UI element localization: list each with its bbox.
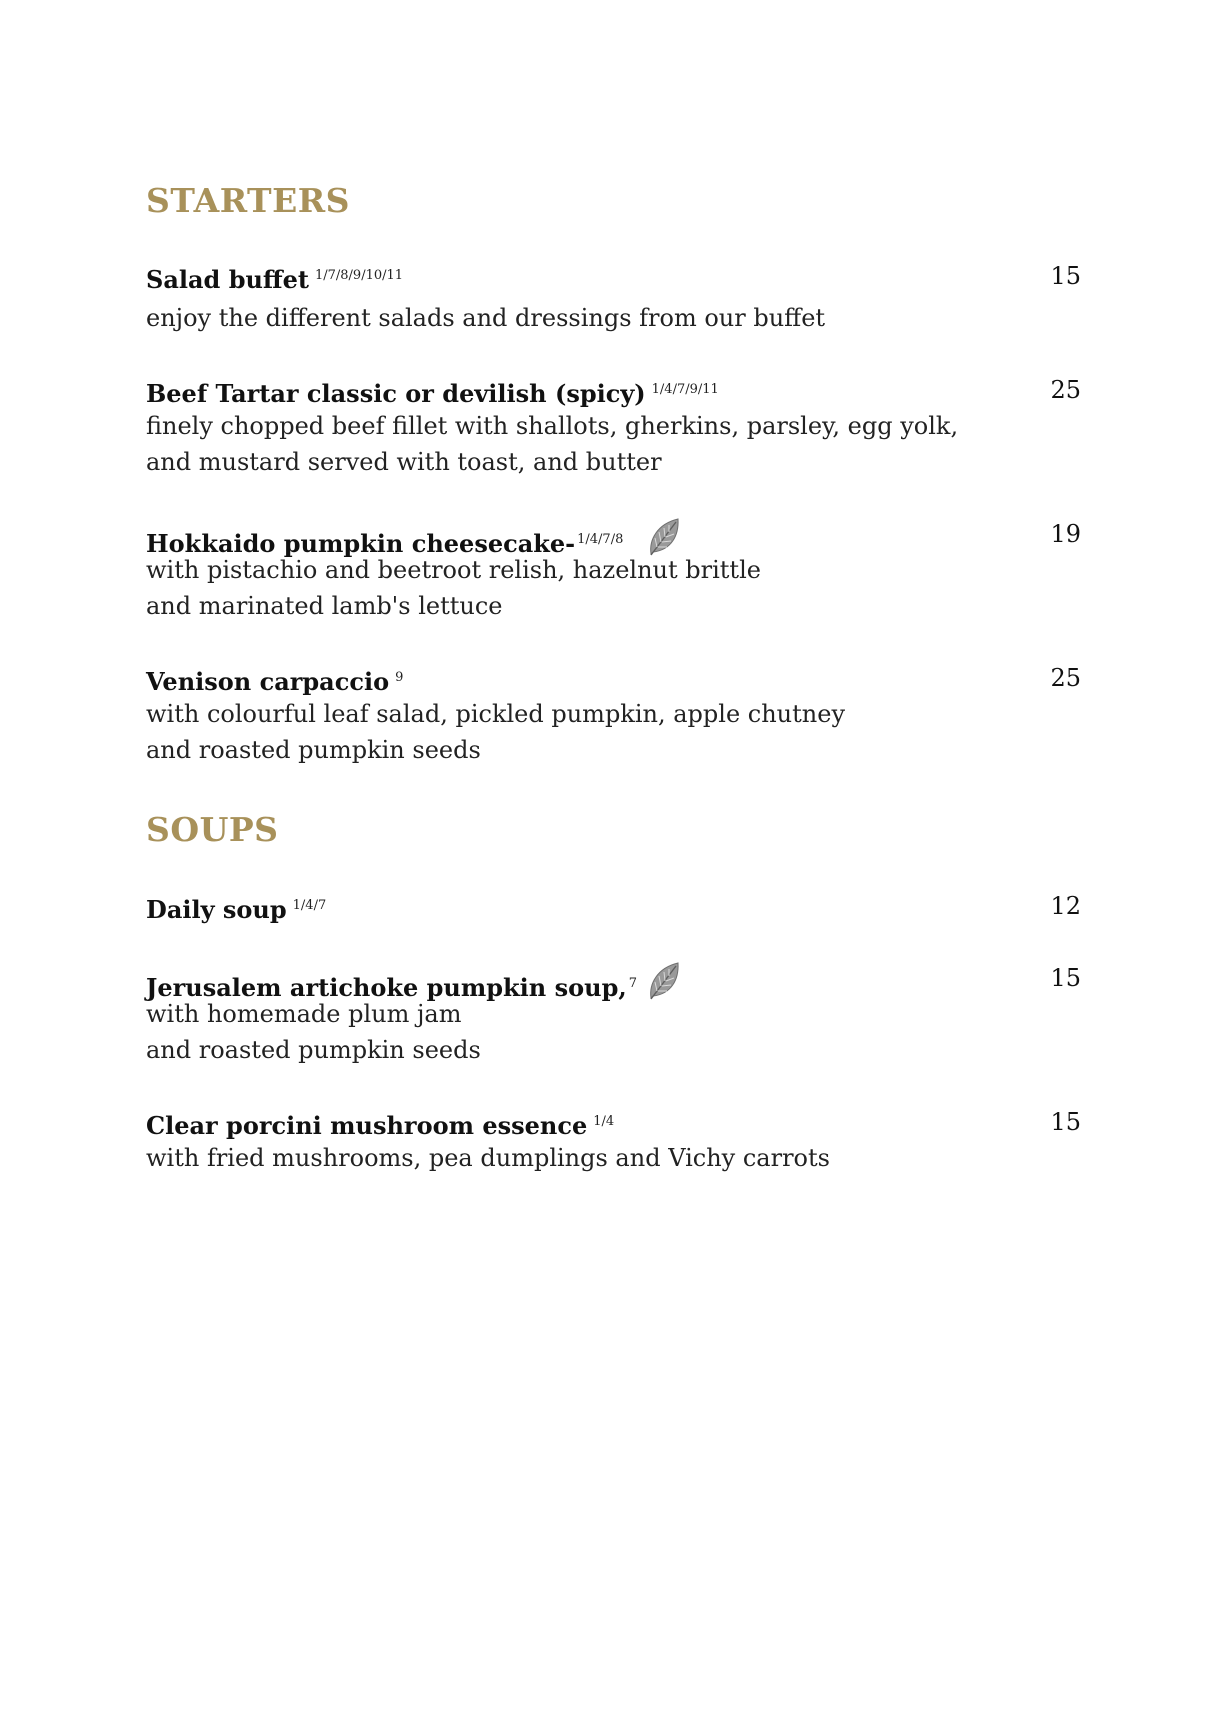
item-price: 25	[1050, 664, 1081, 692]
section-title-starters: STARTERS	[146, 181, 350, 220]
item-description: with colourful leaf salad, pickled pumpkin, apple chutney	[146, 700, 845, 728]
allergen-codes: 1/4/7	[292, 898, 327, 913]
item-name: Venison carpaccio	[146, 667, 390, 696]
allergen-codes: 1/4	[593, 1114, 615, 1129]
item-description: with homemade plum jam	[146, 1000, 462, 1028]
item-description: with fried mushrooms, pea dumplings and Vichy carrots	[146, 1144, 830, 1172]
menu-item-porcini-essence	[146, 1104, 1081, 1176]
item-price: 19	[1050, 520, 1081, 548]
item-description: enjoy the different salads and dressings from our buffet	[146, 304, 826, 332]
menu-item-salad-buffet	[146, 258, 1081, 336]
item-price: 15	[1050, 1108, 1081, 1136]
item-name: Hokkaido pumpkin cheesecake-	[146, 529, 576, 558]
item-name: Clear porcini mushroom essence	[146, 1111, 588, 1140]
allergen-codes: 9	[395, 670, 404, 685]
item-description: finely chopped beef fillet with shallots, gherkins, parsley, egg yolk,	[146, 412, 959, 440]
item-name: Daily soup	[146, 895, 287, 924]
item-name: Jerusalem artichoke pumpkin soup,	[146, 973, 627, 1002]
item-name: Beef Tartar classic or devilish (spicy)	[146, 379, 646, 408]
item-description: and mustard served with toast, and butter	[146, 448, 662, 476]
menu-item-artichoke-pumpkin-soup	[146, 960, 1081, 1068]
leaf-icon	[647, 516, 681, 558]
section-title-soups: SOUPS	[146, 810, 279, 849]
allergen-codes: 1/4/7/9/11	[651, 382, 719, 397]
allergen-codes: 7	[628, 976, 637, 991]
item-price: 15	[1050, 964, 1081, 992]
allergen-codes: 1/7/8/9/10/11	[314, 268, 404, 283]
item-name: Salad buffet	[146, 265, 309, 294]
menu-item-pumpkin-cheesecake	[146, 516, 1081, 624]
leaf-icon	[647, 960, 681, 1002]
item-price: 12	[1050, 892, 1081, 920]
item-description: with pistachio and beetroot relish, hazelnut brittle	[146, 556, 761, 584]
item-price: 25	[1050, 376, 1081, 404]
item-description: and roasted pumpkin seeds	[146, 1036, 481, 1064]
item-description: and roasted pumpkin seeds	[146, 736, 481, 764]
item-price: 15	[1050, 262, 1081, 290]
menu-item-daily-soup	[146, 888, 1081, 924]
menu-item-venison-carpaccio	[146, 660, 1081, 768]
item-description: and marinated lamb's lettuce	[146, 592, 503, 620]
allergen-codes: 1/4/7/8	[577, 532, 624, 547]
menu-item-beef-tartar	[146, 372, 1081, 480]
